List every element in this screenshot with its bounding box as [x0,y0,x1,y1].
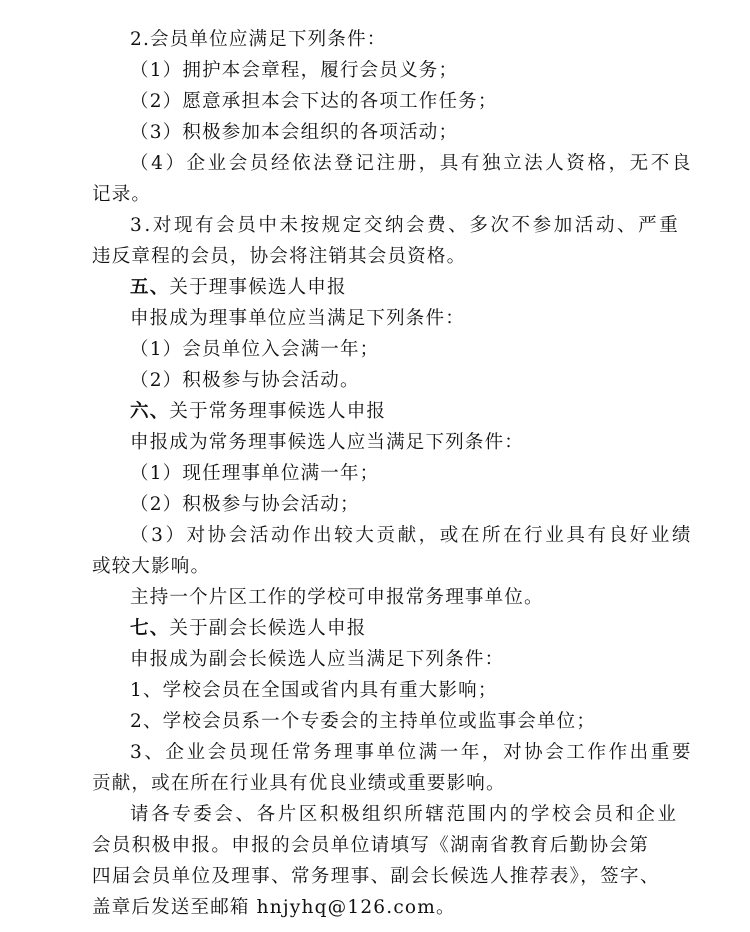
condition-item-4: （4）企业会员经依法登记注册，具有独立法人资格，无不良 [130,153,693,174]
condition-item-2: （2）愿意承担本会下达的各项工作任务； [130,91,498,112]
section-7-heading [130,616,730,642]
member-conditions-heading: 2.会员单位应满足下列条件： [130,29,387,50]
section-7-title: 关于副会长候选人申报 [169,618,367,639]
standing-director-condition-3: （3）对协会活动作出较大贡献，或在所在行业具有良好业绩 [130,525,693,546]
cancellation-paragraph: 3.对现有会员中未按规定交纳会费、多次不参加活动、严重 [130,215,681,236]
section-7-number: 七、 [130,618,170,639]
condition-item-3: （3）积极参加本会组织的各项活动； [130,122,459,143]
section-6-number: 六、 [130,401,170,422]
closing-paragraph-line-2: 会员积极申报。申报的会员单位请填写《湖南省教育后勤协会第 [92,835,650,856]
closing-paragraph-line-4: 盖章后发送至邮箱 hnjyhq@126.com。 [92,897,456,918]
director-conditions-intro: 申报成为理事单位应当满足下列条件： [130,308,465,329]
district-school-note: 主持一个片区工作的学校可申报常务理事单位。 [130,587,544,608]
vice-president-condition-3-cont: 贡献，或在所在行业具有优良业绩或重要影响。 [92,773,506,794]
vice-president-condition-3: 3、企业会员现任常务理事单位满一年，对协会工作作出重要 [130,742,693,763]
condition-item-4-cont: 记录。 [92,184,152,205]
section-5-title: 关于理事候选人申报 [169,277,347,298]
section-5-number: 五、 [130,277,170,298]
cancellation-paragraph-cont: 违反章程的会员，协会将注销其会员资格。 [92,246,467,267]
closing-paragraph-line-3: 四届会员单位及理事、常务理事、副会长候选人推荐表》，签字、 [92,866,660,887]
condition-item-1: （1）拥护本会章程，履行会员义务； [130,60,459,81]
director-condition-1: （1）会员单位入会满一年； [130,339,380,360]
standing-director-condition-1: （1）现任理事单位满一年； [130,463,380,484]
section-6-title: 关于常务理事候选人申报 [169,401,387,422]
vice-president-condition-2: 2、学校会员系一个专委会的主持单位或监事会单位； [130,711,597,732]
vice-president-intro: 申报成为副会长候选人应当满足下列条件： [130,649,505,670]
section-5-heading [130,275,730,301]
closing-paragraph: 请各专委会、各片区积极组织所辖范围内的学校会员和企业 [130,804,679,825]
standing-director-condition-2: （2）积极参与协会活动； [130,494,360,515]
standing-director-condition-3-cont: 或较大影响。 [92,556,211,577]
vice-president-condition-1: 1、学校会员在全国或省内具有重大影响； [130,680,498,701]
standing-director-intro: 申报成为常务理事候选人应当满足下列条件： [130,432,525,453]
director-condition-2: （2）积极参与协会活动。 [130,370,360,391]
section-6-heading [130,399,730,425]
